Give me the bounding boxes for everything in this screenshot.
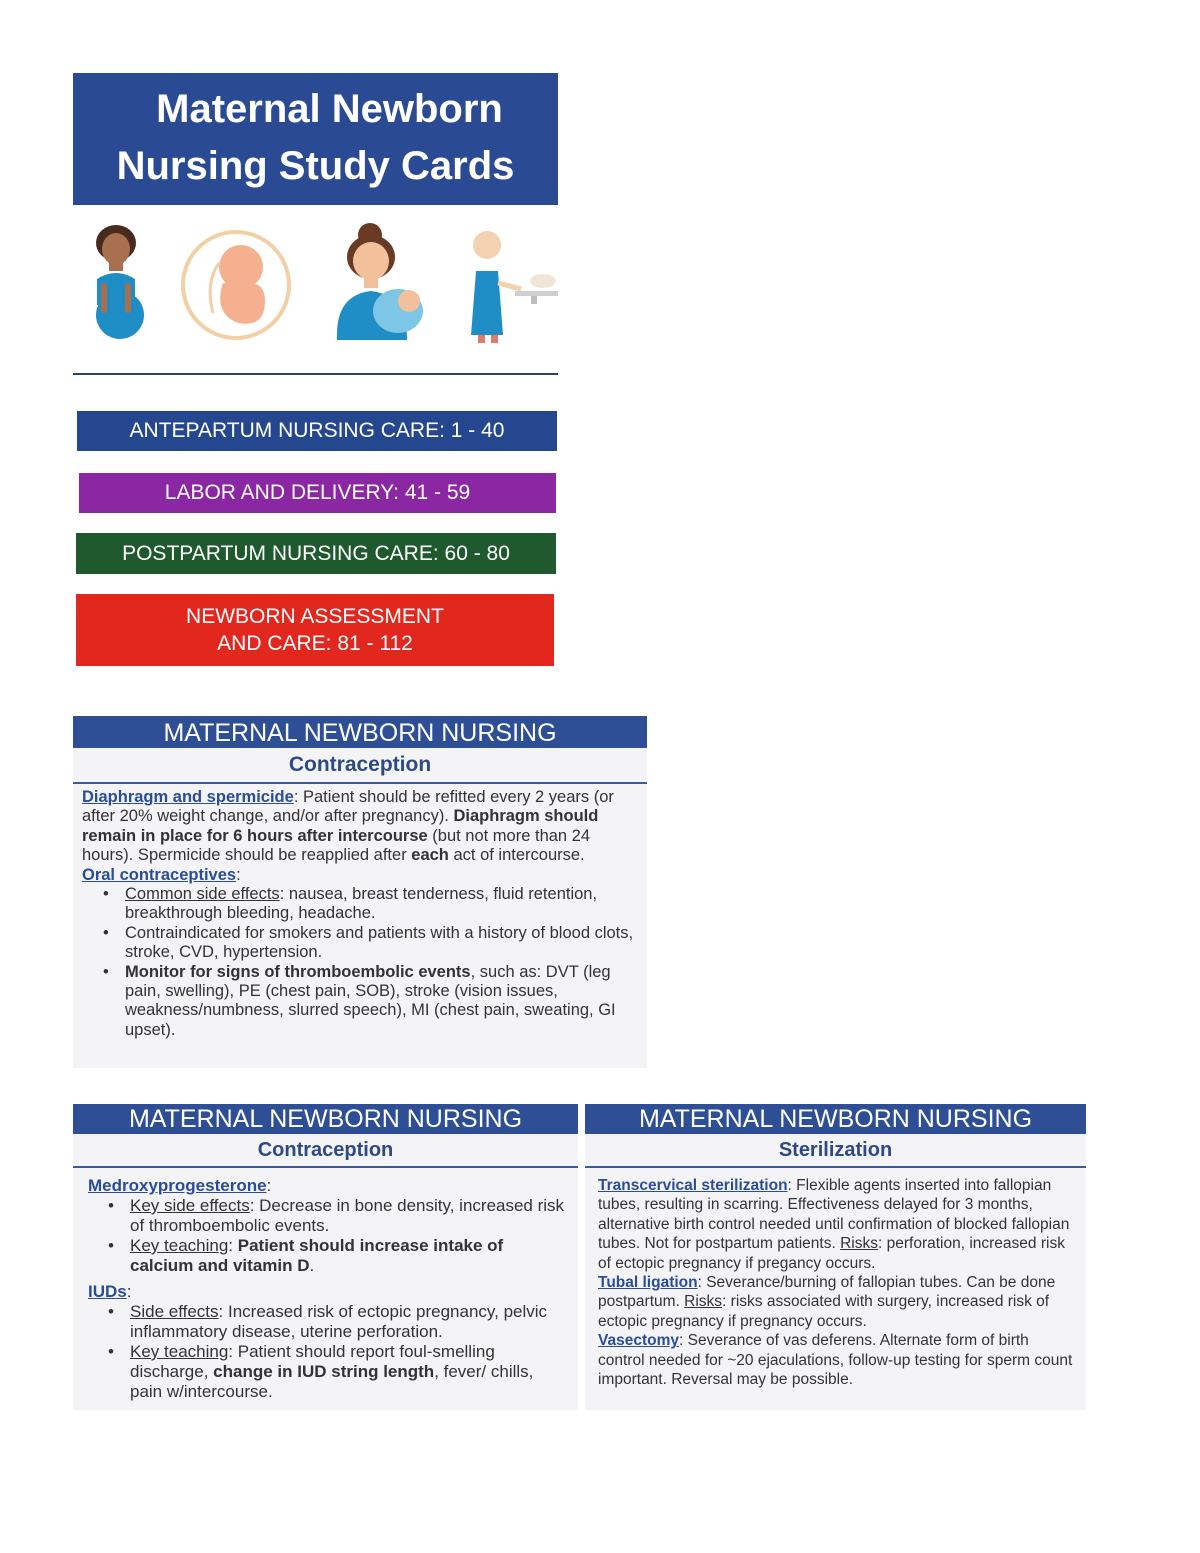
bold-text: Monitor for signs of thromboembolic events xyxy=(125,962,471,981)
term-iuds: IUDs xyxy=(88,1282,127,1301)
iuds-heading xyxy=(88,1282,568,1302)
cover-title xyxy=(73,73,558,205)
child-with-infant-scale-icon xyxy=(471,231,558,343)
card-body xyxy=(73,784,647,1040)
underlined-label: Risks xyxy=(684,1293,723,1311)
card-header: MATERNAL NEWBORN NURSING xyxy=(585,1104,1086,1134)
term-oral-contraceptives: Oral contraceptives xyxy=(82,865,237,884)
bold-text: each xyxy=(411,846,449,865)
newborn-band-line1: NEWBORN ASSESSMENT xyxy=(186,605,444,628)
underlined-label: Key side effects xyxy=(130,1196,250,1215)
section-band-antepartum: ANTEPARTUM NURSING CARE: 1 - 40 xyxy=(77,411,557,451)
card-body xyxy=(73,1168,578,1402)
term-transcervical-sterilization: Transcervical sterilization xyxy=(598,1177,788,1194)
term-medroxyprogesterone: Medroxyprogesterone xyxy=(88,1176,267,1195)
oral-list xyxy=(82,885,639,1040)
text: : Severance of vas deferens. Alternate form of birth control needed for ~20 ejaculations, follow-up testing for sperm count important. Reversal may be possible. xyxy=(598,1332,1073,1389)
list-item xyxy=(125,924,639,963)
text: : xyxy=(126,1282,132,1301)
text: : xyxy=(266,1176,272,1195)
newborn-band-line2: AND CARE: 81 - 112 xyxy=(217,632,413,655)
text: : risks associated with surgery, increased risk of ectopic pregnancy if pregnancy occurs. xyxy=(598,1293,1050,1330)
study-card-contraception-2 xyxy=(73,1104,578,1410)
cover-illustrations xyxy=(73,223,558,373)
bold-text: Diaphragm should remain in place for 6 hours after intercourse xyxy=(82,807,599,845)
term-vasectomy: Vasectomy xyxy=(598,1332,679,1350)
text: (but not more than 24 hours). Spermicide should be reapplied after xyxy=(82,826,591,865)
list-item xyxy=(130,1342,568,1402)
card-subheader: Sterilization xyxy=(585,1134,1086,1168)
cover-card xyxy=(73,73,558,678)
text: , such as: DVT (leg pain, swelling), PE (chest pain, SOB), stroke (vision issues, weakness/numbness, slurred speech), MI (chest pain, sweating, GI upset). xyxy=(125,962,616,1039)
card-subheader: Contraception xyxy=(73,748,647,784)
card-body xyxy=(585,1168,1086,1389)
iuds-list xyxy=(88,1302,568,1402)
card-subheader: Contraception xyxy=(73,1134,578,1168)
text: : Patient should be refitted every 2 years (or after 20% weight change, and/or after pregnancy). xyxy=(82,788,614,826)
study-card-contraception-1 xyxy=(73,716,647,1068)
term-diaphragm: Diaphragm and spermicide xyxy=(82,788,294,806)
section-band-newborn xyxy=(76,594,554,666)
bold-text: Patient should increase intake of calcium and vitamin D xyxy=(130,1236,504,1275)
mother-with-baby-icon xyxy=(337,223,423,340)
underlined-label: Common side effects xyxy=(125,885,280,904)
list-item xyxy=(130,1236,568,1276)
pregnant-woman-icon xyxy=(96,225,144,339)
oral-heading xyxy=(82,866,639,885)
underlined-label: Key teaching xyxy=(130,1342,229,1361)
underlined-label: Risks xyxy=(840,1235,878,1253)
list-item xyxy=(125,963,639,1041)
text: : nausea, breast tenderness, fluid retention, breakthrough bleeding, headache. xyxy=(125,885,598,923)
text: : xyxy=(236,865,241,884)
bold-text: change in IUD string length xyxy=(213,1362,435,1381)
text: : Patient should report foul-smelling discharge, xyxy=(130,1342,495,1381)
text: : perforation, increased risk of ectopic pregnancy if pregancy occurs. xyxy=(598,1235,1065,1272)
underlined-label: Key teaching xyxy=(130,1236,229,1255)
cover-title-line1: Maternal Newborn xyxy=(156,87,503,131)
tubal-paragraph xyxy=(598,1273,1076,1331)
cover-title-line2: Nursing Study Cards xyxy=(116,144,515,188)
medroxy-heading xyxy=(88,1176,568,1196)
list-item xyxy=(130,1196,568,1236)
text: : Flexible agents inserted into fallopian tubes, resulting in scarring. Effectiveness delayed for 3 months, alternative birth control needed until confirmation of blocked fallopian tubes. Not for postpartum patients. xyxy=(598,1177,1070,1253)
text: : Severance/burning of fallopian tubes. Can be done postpartum. xyxy=(598,1274,1056,1311)
section-band-labor-delivery: LABOR AND DELIVERY: 41 - 59 xyxy=(79,473,556,513)
list-item xyxy=(125,885,639,924)
list-item xyxy=(130,1302,568,1342)
transcervical-paragraph xyxy=(598,1176,1076,1273)
cover-divider xyxy=(73,373,558,375)
text: . xyxy=(309,1256,315,1275)
section-band-postpartum: POSTPARTUM NURSING CARE: 60 - 80 xyxy=(76,533,556,574)
fetus-icon xyxy=(183,232,289,338)
vasectomy-paragraph xyxy=(598,1331,1076,1389)
study-card-sterilization xyxy=(585,1104,1086,1410)
underlined-label: Side effects xyxy=(130,1302,219,1321)
text: act of intercourse. xyxy=(448,846,585,865)
text: : Increased risk of ectopic pregnancy, pelvic inflammatory disease, uterine perforation. xyxy=(130,1302,548,1341)
medroxy-list xyxy=(88,1196,568,1276)
card-header: MATERNAL NEWBORN NURSING xyxy=(73,1104,578,1134)
card-header: MATERNAL NEWBORN NURSING xyxy=(73,716,647,748)
term-tubal-ligation: Tubal ligation xyxy=(598,1274,698,1292)
text: , fever/ chills, pain w/intercourse. xyxy=(130,1362,534,1401)
text: : xyxy=(228,1236,238,1255)
text: : Decrease in bone density, increased risk of thromboembolic events. xyxy=(130,1196,565,1235)
diaphragm-paragraph xyxy=(82,788,639,866)
text: Contraindicated for smokers and patients with a history of blood clots, stroke, CVD, hypertension. xyxy=(125,923,634,962)
